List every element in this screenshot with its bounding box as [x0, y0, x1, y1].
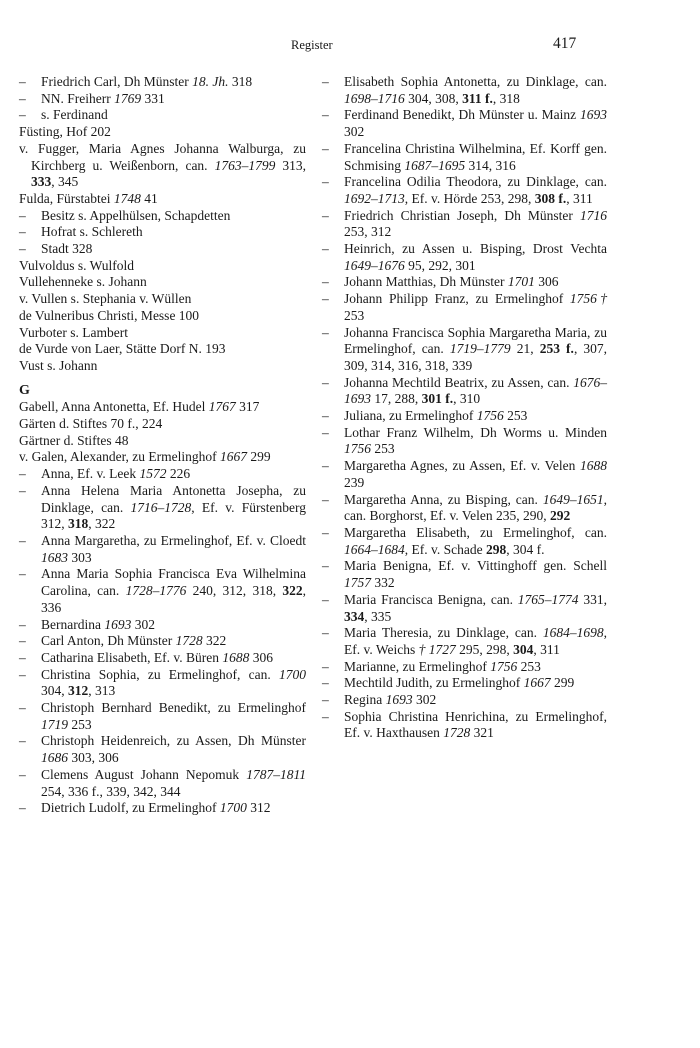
index-entry	[19, 107, 306, 124]
entry-date: 1684–1698	[542, 625, 604, 641]
index-entry	[322, 325, 607, 375]
entry-text: 253	[371, 441, 395, 457]
entry-date: 1667	[220, 449, 248, 465]
entry-text: Catharina Elisabeth, Ef. v. Büren	[41, 649, 223, 665]
entry-date: 1693	[580, 107, 607, 123]
index-entry	[19, 274, 306, 291]
entry-text: de Vurde von Laer, Stätte Dorf N. 193	[19, 341, 226, 357]
index-entry	[322, 408, 607, 425]
entry-text: Juliana, zu Ermelinghof	[344, 408, 477, 424]
entry-date: 1698–1716	[344, 90, 405, 106]
entry-page-bold: 298	[485, 541, 507, 557]
dash-marker: –	[322, 625, 329, 641]
entry-date: 1649–1676	[344, 257, 405, 273]
entry-text: Francelina Christina Wilhelmina, Ef. Korff gen. Schmising	[344, 140, 607, 173]
index-entry	[322, 74, 607, 107]
entry-text: , can. Borghorst, Ef. v. Velen 235, 290,	[344, 491, 607, 524]
entry-text: Vurboter s. Lambert	[19, 324, 129, 340]
entry-text: 254, 336 f., 339, 342, 344	[41, 783, 181, 799]
entry-text: Margaretha Anna, zu Bisping, can.	[344, 491, 543, 507]
entry-date: 1676–1693	[344, 374, 607, 407]
dash-marker: –	[322, 241, 329, 257]
entry-text: 302	[131, 616, 155, 632]
entry-text: Anna Helena Maria Antonetta Josepha, zu Dinklage, can.	[41, 482, 306, 515]
entry-date: 1756	[344, 441, 371, 457]
section-letter	[19, 383, 306, 400]
dash-marker: –	[322, 675, 329, 691]
index-entry	[322, 525, 607, 558]
index-entry	[19, 416, 306, 433]
entry-text: Vulvoldus s. Wulfold	[19, 257, 135, 273]
index-entry	[19, 291, 306, 308]
entry-text: Christoph Bernhard Benedikt, zu Ermelinghof	[41, 700, 306, 716]
entry-text: v. Vullen s. Stephania v. Wüllen	[19, 291, 192, 307]
index-entry	[322, 141, 607, 174]
entry-text: , Ef. v. Weichs	[344, 625, 607, 657]
index-column-right	[322, 74, 607, 742]
index-entry	[19, 566, 306, 616]
index-entry	[322, 107, 607, 140]
entry-text: de Vulneribus Christi, Messe 100	[19, 307, 200, 323]
entry-text: 303, 306	[68, 750, 119, 766]
entry-date: 1693	[385, 692, 413, 708]
entry-text: Füsting, Hof 202	[19, 124, 111, 140]
entry-text: , 311	[533, 641, 560, 657]
dash-marker: –	[322, 591, 329, 607]
entry-date: 1716	[580, 207, 607, 223]
index-entry	[19, 191, 306, 208]
index-entry	[19, 341, 306, 358]
dash-marker: –	[19, 482, 26, 498]
dash-marker: –	[322, 408, 329, 424]
dash-marker: –	[322, 658, 329, 674]
index-entry	[19, 800, 306, 817]
index-entry	[322, 558, 607, 591]
entry-text: Mechtild Judith, zu Ermelinghof	[344, 675, 524, 691]
dash-marker: –	[322, 458, 329, 474]
entry-page-bold: 322	[282, 583, 303, 599]
dash-marker: –	[19, 107, 26, 123]
entry-date: 1688	[580, 458, 607, 474]
dash-marker: –	[19, 649, 26, 665]
index-entry	[322, 659, 607, 676]
index-entry	[322, 492, 607, 525]
index-entry	[322, 274, 607, 291]
entry-text: 302	[412, 692, 437, 708]
entry-date: † 1727	[418, 641, 456, 657]
entry-text: 239	[344, 474, 365, 490]
entry-text: Bernardina	[41, 616, 105, 632]
entry-text: Christoph Heidenreich, zu Assen, Dh Münster	[41, 733, 306, 749]
entry-text: 312	[246, 800, 271, 816]
entry-text: 304,	[41, 683, 68, 699]
entry-text: 313,	[275, 157, 306, 173]
entry-page-bold: 318	[68, 516, 89, 532]
entry-date: 1756	[490, 658, 518, 674]
entry-text: 299	[550, 675, 575, 691]
index-entry	[19, 308, 306, 325]
entry-text: 302	[344, 124, 365, 140]
index-entry	[19, 124, 306, 141]
dash-marker: –	[322, 424, 329, 440]
dash-marker: –	[322, 207, 329, 223]
dash-marker: –	[322, 524, 329, 540]
entry-text: Johanna Francisca Sophia Margaretha Maria, zu Ermelinghof, can.	[344, 324, 607, 357]
index-entry	[19, 449, 306, 466]
dash-marker: –	[322, 692, 329, 708]
entry-text: Johann Philipp Franz, zu Ermelinghof	[344, 291, 570, 307]
entry-text: Margaretha Elisabeth, zu Ermelinghof, can.	[344, 524, 607, 540]
entry-text: Carl Anton, Dh Münster	[41, 633, 176, 649]
entry-date: 1756	[476, 408, 504, 424]
running-head: Register	[291, 38, 333, 52]
entry-text: 317	[235, 399, 260, 415]
index-entry	[322, 709, 607, 742]
entry-text: Vust s. Johann	[19, 357, 98, 373]
index-entry	[19, 700, 306, 733]
entry-text: 314, 316	[465, 157, 516, 173]
entry-text: v. Galen, Alexander, zu Ermelinghof	[19, 449, 221, 465]
entry-date: 1701	[507, 274, 535, 290]
index-entry	[19, 141, 306, 191]
index-entry	[19, 767, 306, 800]
entry-text: Johann Matthias, Dh Münster	[344, 274, 508, 290]
entry-text: 299	[247, 449, 271, 465]
entry-date: 1769	[114, 90, 142, 106]
index-entry	[322, 675, 607, 692]
entry-text: , 345	[51, 174, 79, 190]
entry-date: 1692–1713	[344, 190, 405, 206]
dash-marker: –	[19, 700, 26, 716]
dash-marker: –	[19, 566, 26, 582]
dash-marker: –	[322, 491, 329, 507]
index-entry	[19, 258, 306, 275]
index-entry	[322, 291, 607, 324]
entry-text: , 313	[88, 683, 116, 699]
entry-text: Johanna Mechtild Beatrix, zu Assen, can.	[344, 374, 574, 390]
entry-text: Heinrich, zu Assen u. Bisping, Drost Vechta	[344, 241, 607, 257]
entry-text: 95, 292, 301	[404, 257, 476, 273]
entry-text: Ferdinand Benedikt, Dh Münster u. Mainz	[344, 107, 580, 123]
entry-text: , 318	[492, 90, 520, 106]
entry-text: 253	[517, 658, 541, 674]
entry-text: , 335	[364, 608, 392, 624]
entry-text: Maria Francisca Benigna, can.	[344, 591, 518, 607]
entry-date: 18. Jh.	[192, 74, 229, 89]
entry-text: 21,	[510, 341, 540, 357]
entry-text: , 311	[566, 190, 593, 206]
entry-text: , Ef. v. Schade	[404, 541, 486, 557]
index-entry	[19, 74, 306, 91]
entry-text: G	[19, 382, 30, 398]
entry-text: Anna Maria Sophia Francisca Eva Wilhelmina Carolina, can.	[41, 566, 306, 599]
entry-text: , Ef. v. Hörde 253, 298,	[404, 190, 535, 206]
entry-date: 1683	[41, 549, 68, 565]
entry-text: Dietrich Ludolf, zu Ermelinghof	[41, 800, 220, 816]
entry-text: 240, 312, 318,	[186, 583, 283, 599]
entry-text: Stadt 328	[41, 241, 93, 257]
dash-marker: –	[19, 224, 26, 240]
entry-text: 17, 288,	[371, 391, 422, 407]
entry-date: 1649–1651	[542, 491, 604, 507]
index-entry	[322, 625, 607, 658]
index-column-left	[19, 74, 306, 817]
entry-date: 1719–1779	[449, 341, 511, 357]
entry-text: 303	[68, 549, 92, 565]
entry-text: 331	[141, 90, 165, 106]
index-entry	[322, 692, 607, 709]
entry-text: Maria Benigna, Ef. v. Vittinghoff gen. Schell	[344, 558, 607, 574]
entry-date: 1728	[443, 725, 471, 741]
entry-text: NN. Freiherr	[41, 90, 115, 106]
index-entry	[322, 458, 607, 491]
entry-text: 295, 298,	[455, 641, 514, 657]
entry-page-bold: 334	[344, 608, 365, 624]
dash-marker: –	[19, 241, 26, 257]
entry-text: 321	[470, 725, 494, 741]
entry-text: Gabell, Anna Antonetta, Ef. Hudel	[19, 399, 209, 415]
entry-text: 253	[68, 716, 92, 732]
dash-marker: –	[322, 174, 329, 190]
entry-page-bold: 292	[549, 508, 571, 524]
entry-text: Anna, Ef. v. Leek	[41, 466, 140, 482]
entry-text: , 304 f.	[506, 541, 545, 557]
dash-marker: –	[19, 666, 26, 682]
entry-date: 1728–1776	[125, 583, 187, 599]
index-entry	[19, 667, 306, 700]
entry-text: Anna Margaretha, zu Ermelinghof, Ef. v. Cloedt	[41, 532, 306, 548]
entry-text: , 310	[453, 391, 481, 407]
entry-text: 332	[371, 575, 395, 591]
entry-text: 253	[503, 408, 528, 424]
index-entry	[19, 241, 306, 258]
entry-date: 1700	[219, 800, 247, 816]
index-entry	[19, 433, 306, 450]
index-entry	[19, 466, 306, 483]
entry-date: 1767	[208, 399, 236, 415]
index-entry	[322, 174, 607, 207]
index-entry	[19, 733, 306, 766]
entry-page-bold: 308 f.	[534, 190, 567, 206]
entry-date: 1693	[104, 616, 132, 632]
index-entry	[19, 224, 306, 241]
entry-date: 1748	[113, 190, 141, 206]
entry-text: 322	[202, 633, 227, 649]
entry-text: , 336	[41, 583, 306, 615]
dash-marker: –	[322, 324, 329, 340]
entry-date: 1688	[222, 649, 250, 665]
dash-marker: –	[322, 708, 329, 724]
entry-text: Lothar Franz Wilhelm, Dh Worms u. Minden	[344, 424, 607, 440]
index-entry	[19, 617, 306, 634]
entry-text: Christina Sophia, zu Ermelinghof, can.	[41, 666, 279, 682]
entry-date: 1686	[41, 750, 68, 766]
entry-text: 304, 308,	[404, 90, 463, 106]
dash-marker: –	[322, 274, 329, 290]
entry-text: Friedrich Carl, Dh Münster	[41, 74, 193, 89]
entry-date: 1664–1684	[344, 541, 405, 557]
dash-marker: –	[19, 90, 26, 106]
entry-date: 1756†	[569, 291, 608, 307]
entry-page-bold: 304	[513, 641, 534, 657]
page-header	[0, 35, 700, 58]
entry-text: Vullehenneke s. Johann	[19, 274, 147, 290]
entry-text: Hofrat s. Schlereth	[41, 224, 143, 240]
dash-marker: –	[322, 74, 329, 89]
index-entry	[19, 650, 306, 667]
dash-marker: –	[19, 616, 26, 632]
dash-marker: –	[19, 207, 26, 223]
entry-date: 1700	[279, 666, 306, 682]
index-entry	[19, 399, 306, 416]
entry-text: Regina	[344, 692, 386, 708]
index-entry	[322, 375, 607, 408]
page-number: 417	[553, 35, 577, 52]
entry-date: 1687–1695	[404, 157, 466, 173]
entry-page-bold: 333	[31, 174, 52, 190]
dash-marker: –	[322, 374, 329, 390]
index-entry	[19, 358, 306, 375]
dash-marker: –	[322, 291, 329, 307]
entry-page-bold: 301 f.	[421, 391, 454, 407]
entry-date: 1667	[523, 675, 551, 691]
entry-text: 253	[344, 307, 365, 323]
entry-text: Fulda, Fürstabtei	[19, 190, 114, 206]
index-entry	[19, 208, 306, 225]
entry-text: v. Fugger, Maria Agnes Johanna Walburga, zu Kirchberg u. Weißenborn, can.	[19, 140, 306, 173]
dash-marker: –	[19, 800, 26, 816]
dash-marker: –	[322, 140, 329, 156]
index-entry	[19, 91, 306, 108]
entry-date: 1719	[41, 716, 68, 732]
entry-date: 1757	[344, 575, 371, 591]
entry-text: Margaretha Agnes, zu Assen, Ef. v. Velen	[344, 458, 580, 474]
index-entry	[19, 483, 306, 533]
entry-text: Friedrich Christian Joseph, Dh Münster	[344, 207, 580, 223]
index-entry	[322, 208, 607, 241]
dash-marker: –	[19, 733, 26, 749]
entry-date: 1728	[175, 633, 203, 649]
entry-page-bold: 311 f.	[462, 90, 493, 106]
entry-text: Clemens August Johann Nepomuk	[41, 766, 247, 782]
dash-marker: –	[322, 558, 329, 574]
entry-text: 306	[249, 649, 273, 665]
entry-date: 1716–1728	[130, 499, 192, 515]
entry-text: 253, 312	[344, 224, 392, 240]
entry-page-bold: 253 f.	[539, 341, 574, 357]
entry-date: 1787–1811	[246, 766, 306, 782]
entry-text: 41	[140, 190, 158, 206]
entry-date: 1765–1774	[517, 591, 579, 607]
entry-text: s. Ferdinand	[41, 107, 108, 123]
dash-marker: –	[19, 532, 26, 548]
entry-text: , 307, 309, 314, 316, 318, 339	[344, 341, 608, 373]
entry-text: Sophia Christina Henrichina, zu Ermelinghof, Ef. v. Haxthausen	[344, 708, 607, 741]
index-entry	[322, 241, 607, 274]
entry-page-bold: 312	[68, 683, 89, 699]
index-entry	[322, 425, 607, 458]
entry-text: 331,	[578, 591, 608, 607]
entry-text: , Ef. v. Fürstenberg 312,	[41, 499, 307, 532]
dash-marker: –	[19, 766, 26, 782]
entry-date: 1572	[139, 466, 167, 482]
dash-marker: –	[19, 466, 26, 482]
entry-text: Gärten d. Stiftes 70 f., 224	[19, 416, 163, 432]
entry-text: Francelina Odilia Theodora, zu Dinklage, can.	[344, 174, 607, 190]
dash-marker: –	[19, 74, 26, 89]
entry-text: , 322	[88, 516, 116, 532]
entry-text: Gärtner d. Stiftes 48	[19, 432, 129, 448]
entry-text: 306	[534, 274, 559, 290]
entry-text: Marianne, zu Ermelinghof	[344, 658, 491, 674]
entry-text: 318	[228, 74, 253, 89]
index-entry	[19, 633, 306, 650]
dash-marker: –	[322, 107, 329, 123]
entry-text: Elisabeth Sophia Antonetta, zu Dinklage, can.	[344, 74, 607, 89]
dash-marker: –	[19, 633, 26, 649]
entry-date: 1763–1799	[214, 157, 276, 173]
entry-text: Maria Theresia, zu Dinklage, can.	[344, 625, 543, 641]
index-entry	[322, 592, 607, 625]
entry-text: 226	[166, 466, 191, 482]
index-entry	[19, 533, 306, 566]
index-entry	[19, 325, 306, 342]
entry-text: Besitz s. Appelhülsen, Schapdetten	[41, 207, 231, 223]
